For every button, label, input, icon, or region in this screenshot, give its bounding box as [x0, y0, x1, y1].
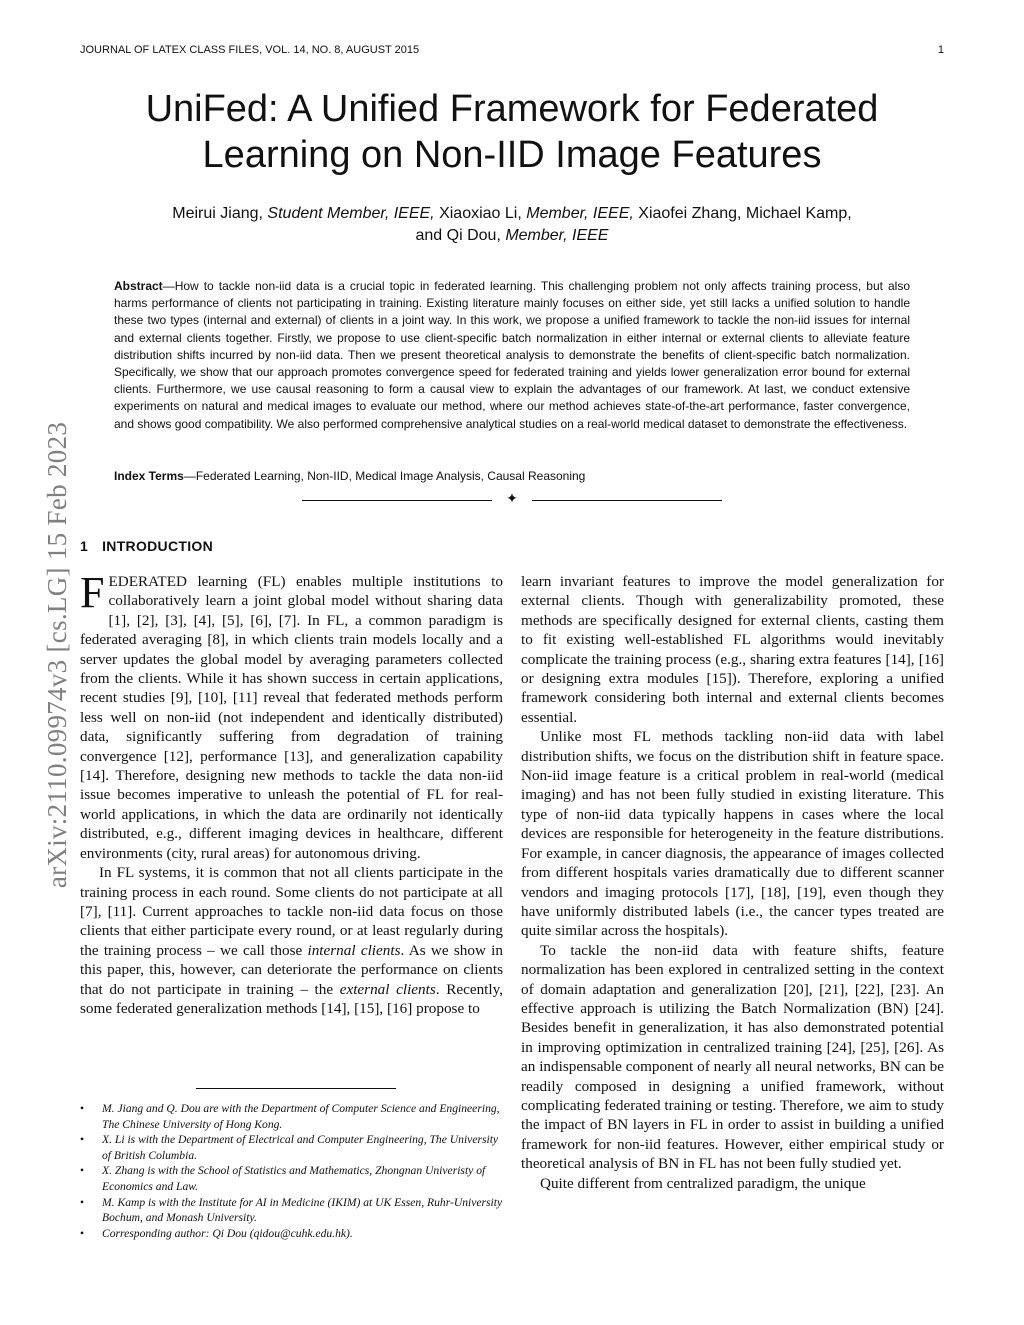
author-dou: and Qi Dou,	[415, 227, 506, 244]
section-divider	[302, 492, 722, 508]
author-li: Xiaoxiao Li,	[434, 205, 527, 222]
right-column	[521, 572, 944, 1193]
footnote-item: • Corresponding author: Qi Dou (qidou@cuhk.edu.hk).	[80, 1226, 503, 1242]
arxiv-stamp: arXiv:2110.09974v3 [cs.LG] 15 Feb 2023	[42, 421, 72, 889]
section-title: INTRODUCTION	[102, 538, 214, 554]
index-terms	[114, 468, 910, 485]
intro-first-word: EDERATED	[108, 573, 187, 590]
intro-paragraph-5: To tackle the non-iid data with feature shifts, feature normalization has been explored in centralized setting in the context of domain adaptation and generalization [20], [21], [22], [23]. An effective approach is utilizing the Batch Normalization (BN) [24]. Besides benefit in generalization, it has also demonstrated potential in improving optimization in centralized training [24], [25], [26]. As an indispensable component of nearly all neural networks, BN can be readily composed in designing a unified framework, without complicating federated training or testing. Therefore, we aim to study the impact of BN layers in FL in order to assist in building a unified framework for non-iid features. However, either empirical study or theoretical analysis of BN in FL has not been fully studied yet.	[521, 941, 944, 1173]
left-column	[80, 568, 504, 1018]
intro-paragraph-4: Unlike most FL methods tackling non-iid data with label distribution shifts, we focus on the distribution shift in feature space. Non-iid image feature is a critical problem in real-world (medical imaging) and has not been fully studied in existing literature. This type of non-iid data typically happens in cases where the local devices are responsible for heterogeneity in the feature distributions. For example, in cancer diagnosis, the appearance of images collected from different hospitals varies dramatically due to different scanner vendors and imaging protocols [17], [18], [19], even though they have uniformly distributed labels (i.e., the cancer types treated are quite similar across the hospitals).	[521, 728, 944, 940]
affiliation-jiang: Student Member, IEEE,	[267, 205, 435, 222]
footnotes	[80, 1101, 503, 1241]
title-line-2: Learning on Non-IID Image Features	[202, 134, 822, 176]
affiliation-li: Member, IEEE,	[526, 205, 634, 222]
divider-rule-left	[302, 500, 492, 501]
intro-paragraph-1-text: learning (FL) enables multiple institutions to collaboratively learn a joint global model without sharing data [1], [2], [3], [4], [5], [6], [7]. In FL, a common paradigm is federated averaging [8], in which clients train models locally and a server updates the global model by averaging parameters collected from the clients. While it has shown success in certain applications, recent studies [9], [10], [11] reveal that federated methods perform less well on non-iid (not independent and identically distributed) data, significantly suffering from degradation of training convergence [12], performance [13], and generalization capability [14]. Therefore, designing new methods to tackle the data non-iid issue becomes imperative to unleash the potential of FL for real-world applications, in which the data are ordinarily not identically distributed, e.g., different imaging devices in healthcare, different environments (city, rural areas) for autonomous driving.	[80, 573, 503, 862]
intro-paragraph-2	[80, 863, 503, 1018]
journal-name: JOURNAL OF LATEX CLASS FILES, VOL. 14, NO. 8, AUGUST 2015	[80, 44, 420, 56]
intro-paragraph-2-text-b: . As we show in this paper, this, however, can deteriorate the performance on clients that do not participate in training – the	[80, 941, 503, 998]
intro-paragraph-2-text-c: . Recently, some federated generalization methods [14], [15], [16] propose to	[80, 980, 504, 1017]
section-number: 1	[80, 538, 89, 554]
paper-title	[80, 86, 944, 178]
section-heading	[80, 538, 213, 554]
intro-paragraph-1	[80, 568, 503, 863]
term-internal-clients: internal clients	[307, 941, 401, 959]
footnote-item: • X. Li is with the Department of Electrical and Computer Engineering, The University of British Columbia.	[80, 1132, 503, 1163]
divider-diamond-icon: ✦	[506, 492, 518, 507]
footnote-item: • M. Kamp is with the Institute for AI in Medicine (IKIM) at UK Essen, Ruhr-University Bochum, and Monash University.	[80, 1195, 503, 1226]
author-list	[100, 203, 924, 247]
title-line-1: UniFed: A Unified Framework for Federated	[145, 88, 879, 130]
intro-paragraph-3: learn invariant features to improve the model generalization for external clients. Though with generalizability promoted, these methods are specifically designed for external clients, casting them to fit existing well-established FL algorithms would inevitably complicate the training process (e.g., sharing extra features [14], [16] or designing extra modules [15]). Therefore, exploring a unified framework considering both internal and external clients becomes essential.	[521, 573, 944, 726]
footnote-item: • M. Jiang and Q. Dou are with the Department of Computer Science and Engineering, The Chinese University of Hong Kong.	[80, 1101, 503, 1132]
divider-rule-right	[532, 500, 722, 501]
author-jiang: Meirui Jiang,	[172, 205, 268, 222]
page-number: 1	[937, 44, 944, 56]
intro-paragraph-2-text-a: In FL systems, it is common that not all clients participate in the training process in each round. Some clients do not participate at all [7], [11]. Current approaches to tackle non-iid data focus on those clients that either participate every round, or at least regularly during the training process – we call those	[80, 864, 503, 959]
running-head	[80, 44, 944, 56]
drop-cap: F	[80, 568, 105, 617]
footnote-item: • X. Zhang is with the School of Statistics and Mathematics, Zhongnan Univeristy of Economics and Law.	[80, 1163, 503, 1194]
abstract-text: —How to tackle non-iid data is a crucial topic in federated learning. This challenging problem not only affects training process, but also harms performance of clients not participating in training. Existing literature mainly focuses on either side, yet still lacks a unified solution to handle these two types (internal and external) of clients in a joint way. In this work, we propose a unified framework to tackle the non-iid issues for internal and external clients together. Firstly, we propose to use client-specific batch normalization in either internal or external clients to alleviate feature distribution shifts incurred by non-iid data. Then we present theoretical analysis to demonstrate the benefits of client-specific batch normalization. Specifically, we show that our approach promotes convergence speed for federated training and yields lower generalization error bound for external clients. Furthermore, we use causal reasoning to form a causal view to explain the advantages of our framework. At last, we conduct extensive experiments on natural and medical images to evaluate our method, where our method achieves state-of-the-art performance, faster convergence, and shows good compatibility. We also performed comprehensive analytical studies on a real-world medical dataset to demonstrate the effectiveness.	[114, 279, 910, 431]
footnote-rule	[196, 1088, 396, 1089]
abstract	[114, 278, 910, 433]
index-terms-text: —Federated Learning, Non-IID, Medical Image Analysis, Causal Reasoning	[183, 469, 586, 483]
affiliation-dou: Member, IEEE	[505, 227, 609, 244]
author-zhang-kamp: Xiaofei Zhang, Michael Kamp,	[633, 205, 852, 222]
index-terms-label: Index Terms	[114, 469, 184, 483]
abstract-label: Abstract	[114, 279, 163, 293]
term-external-clients: external clients	[339, 980, 436, 998]
intro-paragraph-6: Quite different from centralized paradigm, the unique	[540, 1174, 866, 1192]
